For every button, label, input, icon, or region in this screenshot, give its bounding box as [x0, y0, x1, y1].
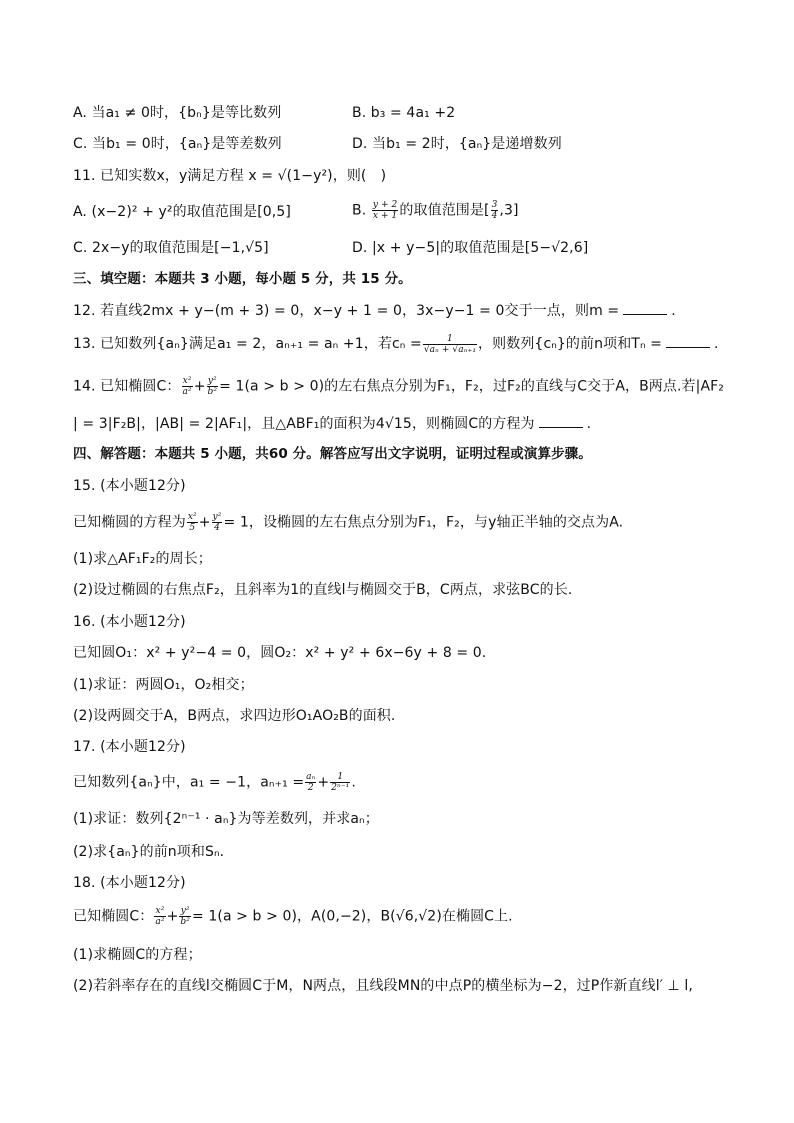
q16-part-2: (2)设两圆交于A，B两点，求四边形O₁AO₂B的面积.	[73, 708, 396, 724]
fraction-denominator: b²	[207, 387, 218, 397]
q16-part-1: (1)求证：两圆O₁，O₂相交；	[73, 677, 254, 693]
fraction-denominator: x + 1	[372, 211, 398, 221]
q11-option-d: D. |x + y−5|的取值范围是[5−√2,6]	[352, 240, 589, 256]
q18-x-fraction	[154, 906, 165, 927]
q15-stem-pre: 已知椭圆的方程为	[73, 514, 186, 531]
q18-title: 18. (本小题12分)	[73, 875, 186, 891]
fraction-denominator: 4	[214, 523, 220, 533]
q10-option-d: D. 当b₁ = 2时，{aₙ}是递增数列	[352, 136, 562, 152]
fraction-numerator: y²	[212, 512, 222, 522]
q11-stem: 11. 已知实数x，y满足方程 x = √(1−y²)，则( )	[73, 168, 387, 184]
answer-blank	[666, 333, 710, 348]
q13-text: 13. 已知数列{aₙ}满足a₁ = 2，aₙ₊₁ = aₙ +1，若cₙ =	[73, 336, 422, 352]
q18-y-fraction	[179, 906, 191, 927]
fraction-numerator: y + 2	[372, 200, 398, 210]
fraction-numerator: y²	[180, 906, 190, 916]
q14-text: 14. 已知椭圆C：	[73, 378, 181, 395]
q14-x-fraction	[182, 376, 193, 397]
fraction-numerator: x²	[182, 376, 192, 386]
fraction-denominator: √aₙ + √aₙ₊₁	[423, 344, 477, 355]
q15-part-2: (2)设过椭圆的右焦点F₂，且斜率为1的直线l与椭圆交于B，C两点，求弦BC的长.	[73, 582, 573, 598]
section-solutions-heading: 四、解答题：本题共 5 小题，共60 分。解答应写出文字说明，证明过程或演算步骤。	[73, 446, 592, 462]
fraction-denominator: 2	[307, 783, 314, 793]
q18-stem	[73, 906, 513, 927]
q15-title: 15. (本小题12分)	[73, 478, 186, 494]
q10-option-c: C. 当b₁ = 0时，{aₙ}是等差数列	[73, 136, 282, 152]
q15-y-fraction	[212, 512, 223, 533]
q17-part-1: (1)求证：数列{2ⁿ⁻¹ · aₙ}为等差数列，并求aₙ；	[73, 811, 379, 827]
q18-part-1: (1)求椭圆C的方程；	[73, 947, 202, 963]
fraction-numerator: 1	[330, 772, 350, 783]
answer-blank	[539, 413, 583, 428]
q15-stem	[73, 512, 623, 533]
q13-c-fraction	[423, 334, 477, 355]
q14-end: .	[586, 416, 592, 432]
q15-part-1: (1)求△AF₁F₂的周长；	[73, 551, 212, 567]
q17-stem-pre: 已知数列{aₙ}中，a₁ = −1，aₙ₊₁ =	[73, 774, 305, 791]
plus-sign: +	[198, 514, 211, 531]
q13-end: .	[714, 336, 719, 352]
fraction-numerator: y²	[207, 376, 217, 386]
q18-stem-post: = 1(a > b > 0)，A(0,−2)，B(√6,√2)在椭圆C上.	[192, 908, 513, 925]
q12	[73, 300, 676, 321]
q14-rest: = 1(a > b > 0)的左右焦点分别为F₁，F₂，过F₂的直线与C交于A，B两点.若|AF₂	[219, 378, 725, 395]
plus-sign: +	[193, 378, 206, 395]
answer-blank	[623, 300, 667, 315]
q17-power-fraction	[330, 772, 350, 793]
fraction-denominator: 2ⁿ⁻¹	[331, 783, 350, 793]
q15-stem-post: = 1，设椭圆的左右焦点分别为F₁，F₂，与y轴正半轴的交点为A.	[223, 514, 624, 531]
q10-option-a: A. 当a₁ ≠ 0时，{bₙ}是等比数列	[73, 105, 282, 121]
q17-part-2: (2)求{aₙ}的前n项和Sₙ.	[73, 844, 225, 860]
q17-a-fraction	[305, 772, 316, 793]
q14-line2-text: | = 3|F₂B|，|AB| = 2|AF₁|，且△ABF₁的面积为4√15，则椭圆C的方程为	[73, 416, 535, 432]
plus-sign: +	[317, 774, 330, 791]
section-fill-in-heading: 三、填空题：本题共 3 小题，每小题 5 分，共 15 分。	[73, 271, 412, 287]
q16-title: 16. (本小题12分)	[73, 614, 186, 630]
fraction-numerator: aₙ	[306, 772, 316, 782]
fraction-numerator: 1	[423, 334, 477, 345]
q14-line2	[73, 413, 591, 434]
q17-stem-post: .	[351, 774, 356, 791]
q15-x-fraction	[187, 512, 198, 533]
fraction-denominator: 5	[189, 523, 196, 533]
q11-option-b-text: 的取值范围是[	[399, 202, 490, 219]
q10-option-b: B. b₃ = 4a₁ +2	[352, 105, 456, 121]
q11-b-bound-fraction	[491, 200, 499, 221]
fraction-denominator: a²	[155, 917, 165, 927]
fraction-denominator: a²	[182, 387, 192, 397]
fraction-numerator: x²	[155, 906, 165, 916]
q13	[73, 333, 719, 355]
q14-y-fraction	[207, 376, 219, 397]
q14-line1	[73, 376, 724, 397]
q17-stem	[73, 772, 356, 793]
fraction-denominator: 4	[491, 211, 498, 221]
q17-title: 17. (本小题12分)	[73, 739, 186, 755]
q12-end: .	[671, 303, 676, 319]
q11-option-c: C. 2x−y的取值范围是[−1,√5]	[73, 240, 269, 256]
q11-option-b-prefix: B.	[352, 202, 371, 219]
q12-text: 12. 若直线2mx + y−(m + 3) = 0，x−y + 1 = 0，3x−y−1 = 0交于一点，则m =	[73, 303, 620, 319]
q16-stem: 已知圆O₁：x² + y²−4 = 0，圆O₂：x² + y² + 6x−6y + 8 = 0.	[73, 645, 487, 661]
q11-option-b	[352, 200, 519, 221]
fraction-numerator: 3	[491, 200, 498, 210]
q11-option-b-end: ,3]	[499, 202, 519, 219]
fraction-numerator: x²	[187, 512, 197, 522]
plus-sign: +	[166, 908, 179, 925]
q11-b-fraction	[372, 200, 399, 221]
q13-mid: ，则数列{cₙ}的前n项和Tₙ =	[478, 336, 663, 352]
q18-part-2: (2)若斜率存在的直线l交椭圆C于M，N两点，且线段MN的中点P的横坐标为−2，过P作新直线l′ ⊥ l,	[73, 978, 693, 994]
q11-option-a: A. (x−2)² + y²的取值范围是[0,5]	[73, 204, 291, 220]
fraction-denominator: b²	[180, 917, 190, 927]
q18-stem-pre: 已知椭圆C：	[73, 908, 154, 925]
